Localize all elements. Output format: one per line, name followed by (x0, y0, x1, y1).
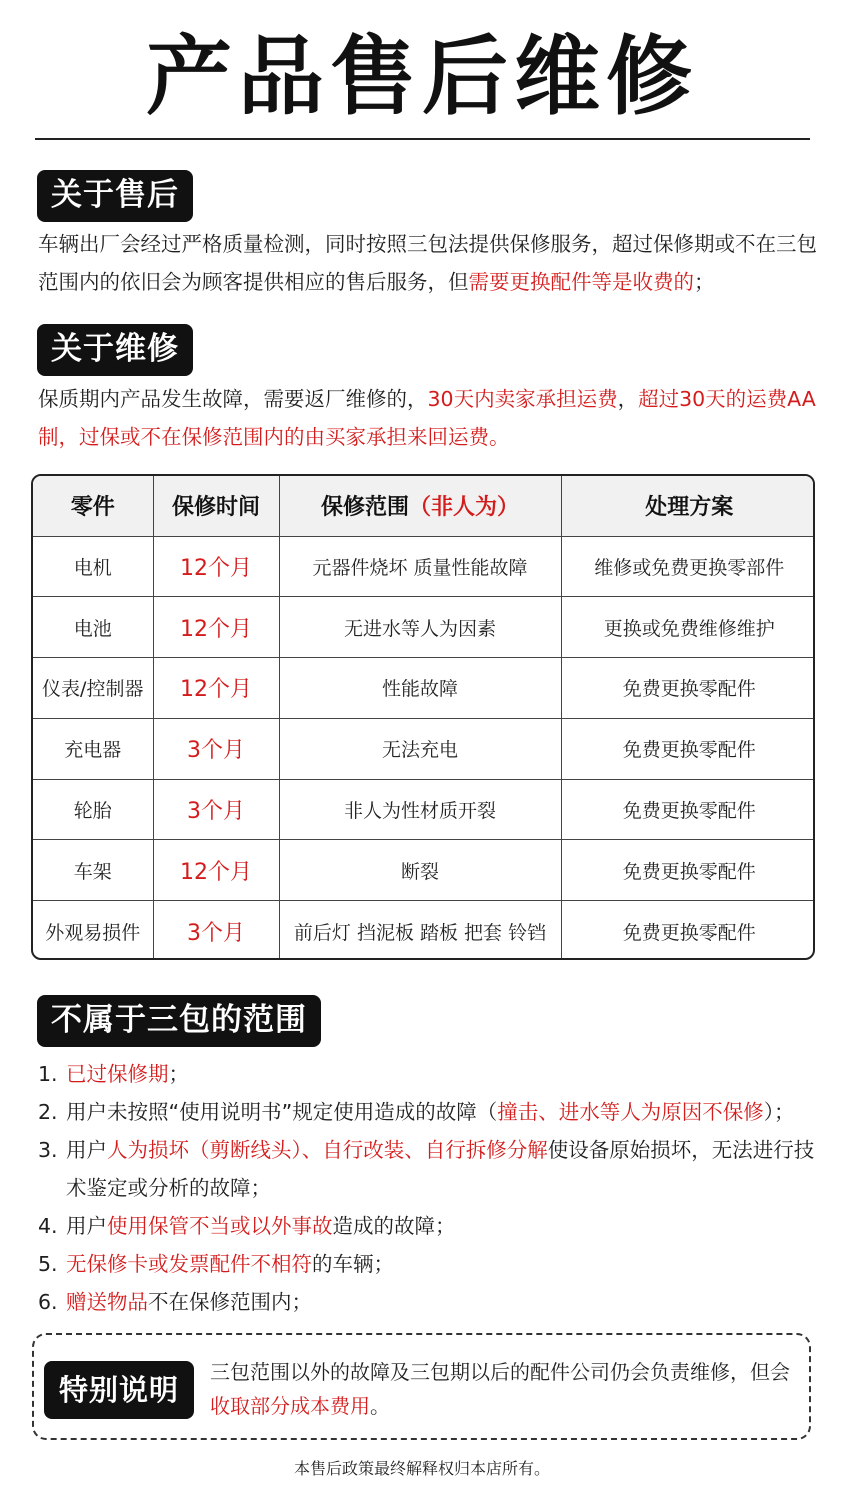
repair-separator: ， (617, 387, 639, 411)
list-text-pre: 用户未按照“使用说明书”规定使用造成的故障（ (66, 1100, 498, 1124)
list-text-highlight: 无保修卡或发票配件不相符 (66, 1252, 312, 1276)
list-number: 3. (38, 1138, 58, 1162)
header-solution: 处理方案 (561, 476, 815, 536)
cell-period: 3个月 (153, 901, 279, 960)
repair-heading: 关于维修 (37, 324, 193, 376)
exclusions-heading: 不属于三包的范围 (37, 995, 321, 1047)
cell-period: 12个月 (153, 536, 279, 597)
list-text (66, 1245, 818, 1283)
list-text-highlight: 使用保管不当或以外事故 (107, 1214, 333, 1238)
list-text (66, 1093, 818, 1131)
special-note-end: 。 (370, 1394, 390, 1418)
list-number: 5. (38, 1252, 58, 1276)
special-note-plain: 三包范围以外的故障及三包期以后的配件公司仍会负责维修，但会 (210, 1360, 790, 1384)
list-text-post: ； (168, 1062, 189, 1086)
list-item (38, 1055, 818, 1093)
repair-highlight-1: 30天内卖家承担运费 (427, 387, 618, 411)
cell-period: 3个月 (153, 779, 279, 840)
list-item (38, 1207, 818, 1245)
title-divider (35, 138, 810, 140)
list-item (38, 1245, 818, 1283)
cell-part: 电机 (33, 536, 153, 597)
cell-solution: 免费更换零配件 (561, 658, 815, 719)
cell-part: 车架 (33, 840, 153, 901)
cell-part: 电池 (33, 597, 153, 658)
list-number: 2. (38, 1100, 58, 1124)
list-text-pre: 用户 (66, 1214, 107, 1238)
special-note-tag: 特别说明 (44, 1361, 194, 1419)
list-item (38, 1131, 818, 1207)
list-text-highlight: 已过保修期 (66, 1062, 169, 1086)
cell-part: 外观易损件 (33, 901, 153, 960)
list-text-pre: 用户 (66, 1138, 107, 1162)
table-row (33, 901, 815, 960)
list-text (66, 1131, 818, 1207)
cell-part: 轮胎 (33, 779, 153, 840)
cell-part: 仪表/控制器 (33, 658, 153, 719)
header-period: 保修时间 (153, 476, 279, 536)
table-row (33, 597, 815, 658)
cell-solution: 更换或免费维修维护 (561, 597, 815, 658)
cell-solution: 免费更换零配件 (561, 840, 815, 901)
repair-highlight-2: 超过30天的运费AA制，过保或不在保修范围内的由买家承担来回运费。 (38, 387, 816, 449)
table-row (33, 840, 815, 901)
cell-scope: 性能故障 (279, 658, 561, 719)
after-sales-text: 车辆出厂会经过严格质量检测，同时按照三包法提供保修服务，超过保修期或不在三包范围内的依旧会为顾客提供相应的售后服务，但 (38, 232, 817, 294)
cell-solution: 免费更换零配件 (561, 901, 815, 960)
list-text-post: 造成的故障； (332, 1214, 456, 1238)
header-scope (279, 476, 561, 536)
list-item (38, 1283, 818, 1321)
list-item (38, 1093, 818, 1131)
header-scope-note: （非人为） (409, 495, 520, 521)
cell-period: 12个月 (153, 840, 279, 901)
after-sales-highlight: 需要更换配件等是收费的 (468, 270, 694, 294)
cell-scope: 前后灯 挡泥板 踏板 把套 铃铛 (279, 901, 561, 960)
header-scope-label: 保修范围 (320, 495, 409, 521)
page-title: 产品售后维修 (146, 27, 698, 127)
cell-solution: 免费更换零配件 (561, 779, 815, 840)
cell-scope: 断裂 (279, 840, 561, 901)
after-sales-heading: 关于售后 (37, 170, 193, 222)
repair-paragraph (38, 380, 818, 456)
list-text (66, 1055, 818, 1093)
warranty-table (31, 474, 815, 960)
cell-part: 充电器 (33, 718, 153, 779)
list-text-post: 使设备原始损坏，无法进行技术鉴定或分析的故障； (66, 1138, 815, 1200)
cell-solution: 维修或免费更换零部件 (561, 536, 815, 597)
list-text (66, 1207, 818, 1245)
table-row (33, 658, 815, 719)
list-text-post: ）； (763, 1100, 795, 1124)
header-part: 零件 (33, 476, 153, 536)
cell-scope: 无法充电 (279, 718, 561, 779)
table-row (33, 718, 815, 779)
exclusions-list (38, 1055, 818, 1321)
footer-note: 本售后政策最终解释权归本店所有。 (293, 1459, 550, 1478)
special-note-text (210, 1355, 790, 1423)
cell-scope: 非人为性材质开裂 (279, 779, 561, 840)
list-number: 6. (38, 1290, 58, 1314)
special-note-highlight: 收取部分成本费用 (210, 1394, 370, 1418)
table-header-row (33, 476, 815, 536)
list-text-post: 不在保修范围内； (148, 1290, 312, 1314)
cell-solution: 免费更换零配件 (561, 718, 815, 779)
cell-period: 12个月 (153, 658, 279, 719)
after-sales-end: ； (694, 270, 715, 294)
list-text-highlight: 撞击、进水等人为原因不保修 (497, 1100, 764, 1124)
list-text-post: 的车辆； (312, 1252, 394, 1276)
after-sales-paragraph (38, 225, 818, 301)
cell-scope: 元器件烧坏 质量性能故障 (279, 536, 561, 597)
cell-period: 12个月 (153, 597, 279, 658)
list-number: 1. (38, 1062, 58, 1086)
list-text-highlight: 赠送物品 (66, 1290, 148, 1314)
cell-period: 3个月 (153, 718, 279, 779)
list-number: 4. (38, 1214, 58, 1238)
list-text (66, 1283, 818, 1321)
table-row (33, 779, 815, 840)
repair-text: 保质期内产品发生故障，需要返厂维修的， (38, 387, 428, 411)
cell-scope: 无进水等人为因素 (279, 597, 561, 658)
table-row (33, 536, 815, 597)
list-text-highlight: 人为损坏（剪断线头）、自行改装、自行拆修分解 (107, 1138, 548, 1162)
